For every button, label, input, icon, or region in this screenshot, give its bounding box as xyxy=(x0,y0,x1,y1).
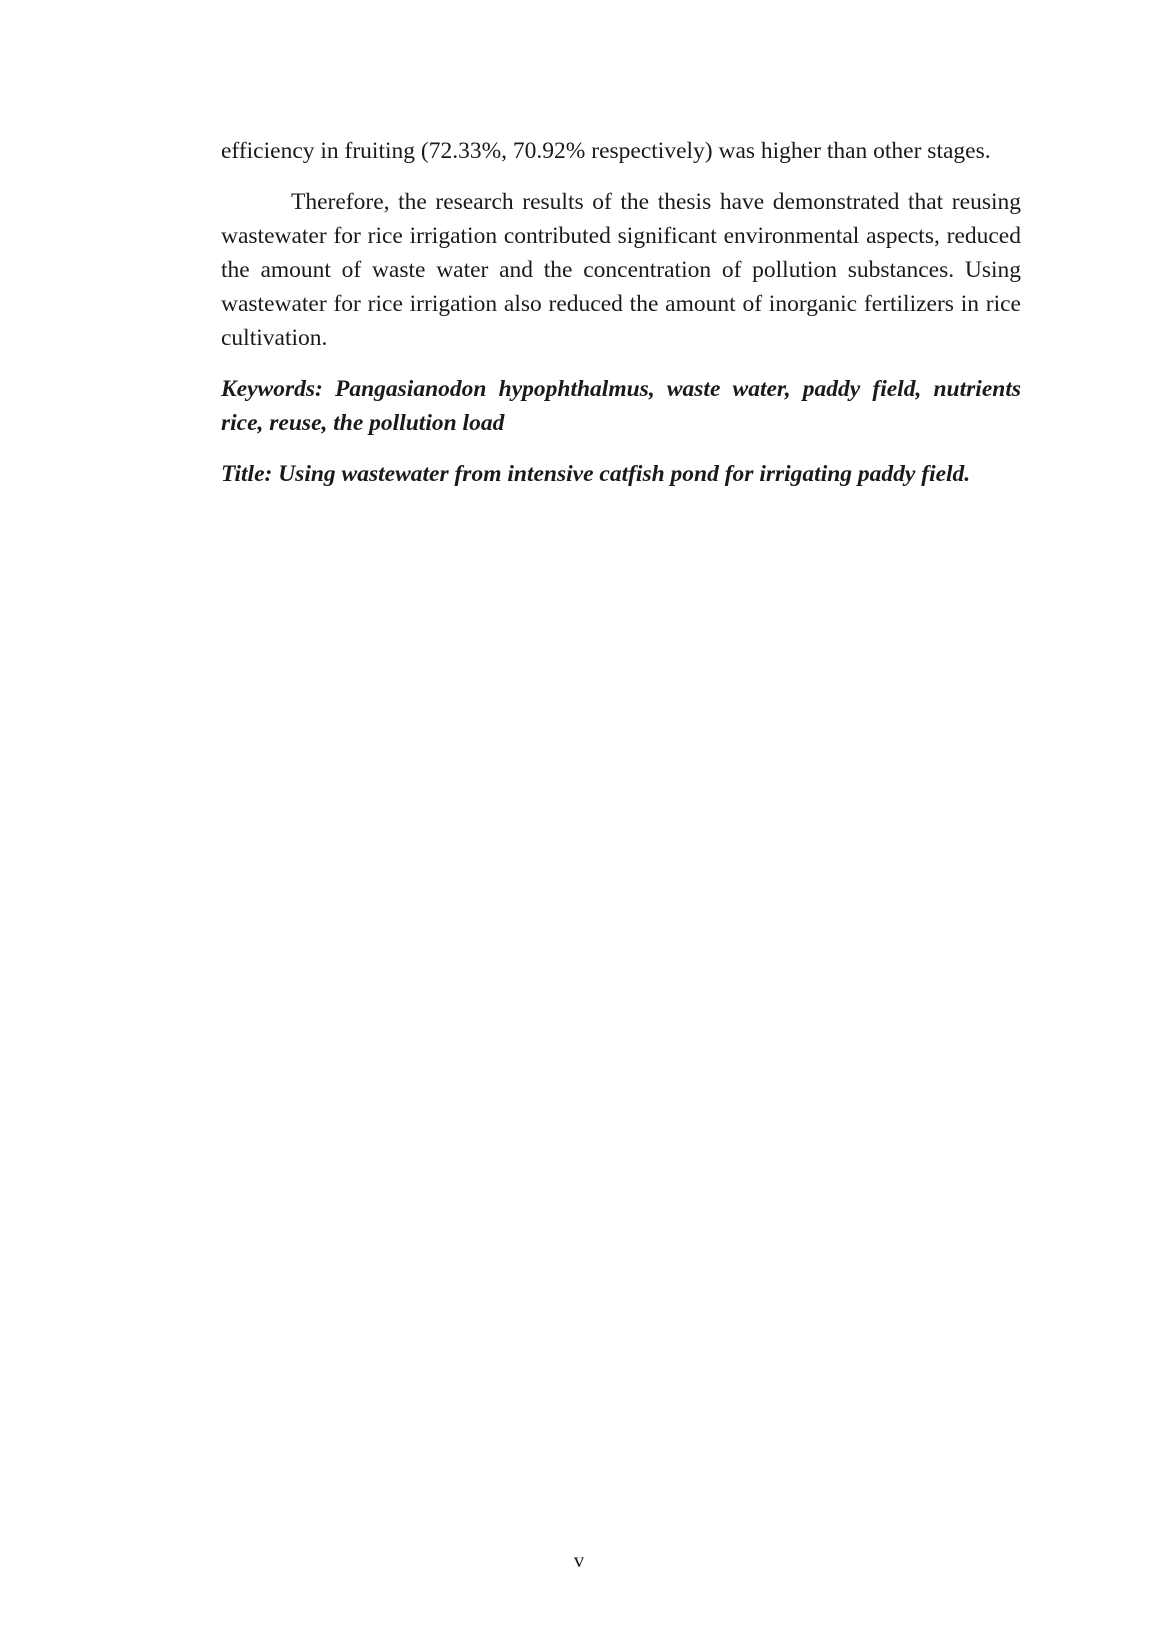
paragraph-continuation: efficiency in fruiting (72.33%, 70.92% respectively) was higher than other stages. xyxy=(221,138,991,164)
paragraph-conclusion: Therefore, the research results of the thesis have demonstrated that reusing wastewater for rice irrigation contributed significant environmental aspects, reduced the amount of waste water and the concentration of pollution substances. Using wastewater for rice irrigation also reduced the amount of inorganic fertilizers in rice cultivation. xyxy=(221,189,1021,351)
thesis-title-line: Title: Using wastewater from intensive catfish pond for irrigating paddy field. xyxy=(221,461,971,487)
page-body xyxy=(221,134,1021,491)
page-number: v xyxy=(573,1548,585,1572)
keywords-line: Keywords: Pangasianodon hypophthalmus, waste water, paddy field, nutrients rice, reuse, the pollution load xyxy=(221,376,1021,436)
